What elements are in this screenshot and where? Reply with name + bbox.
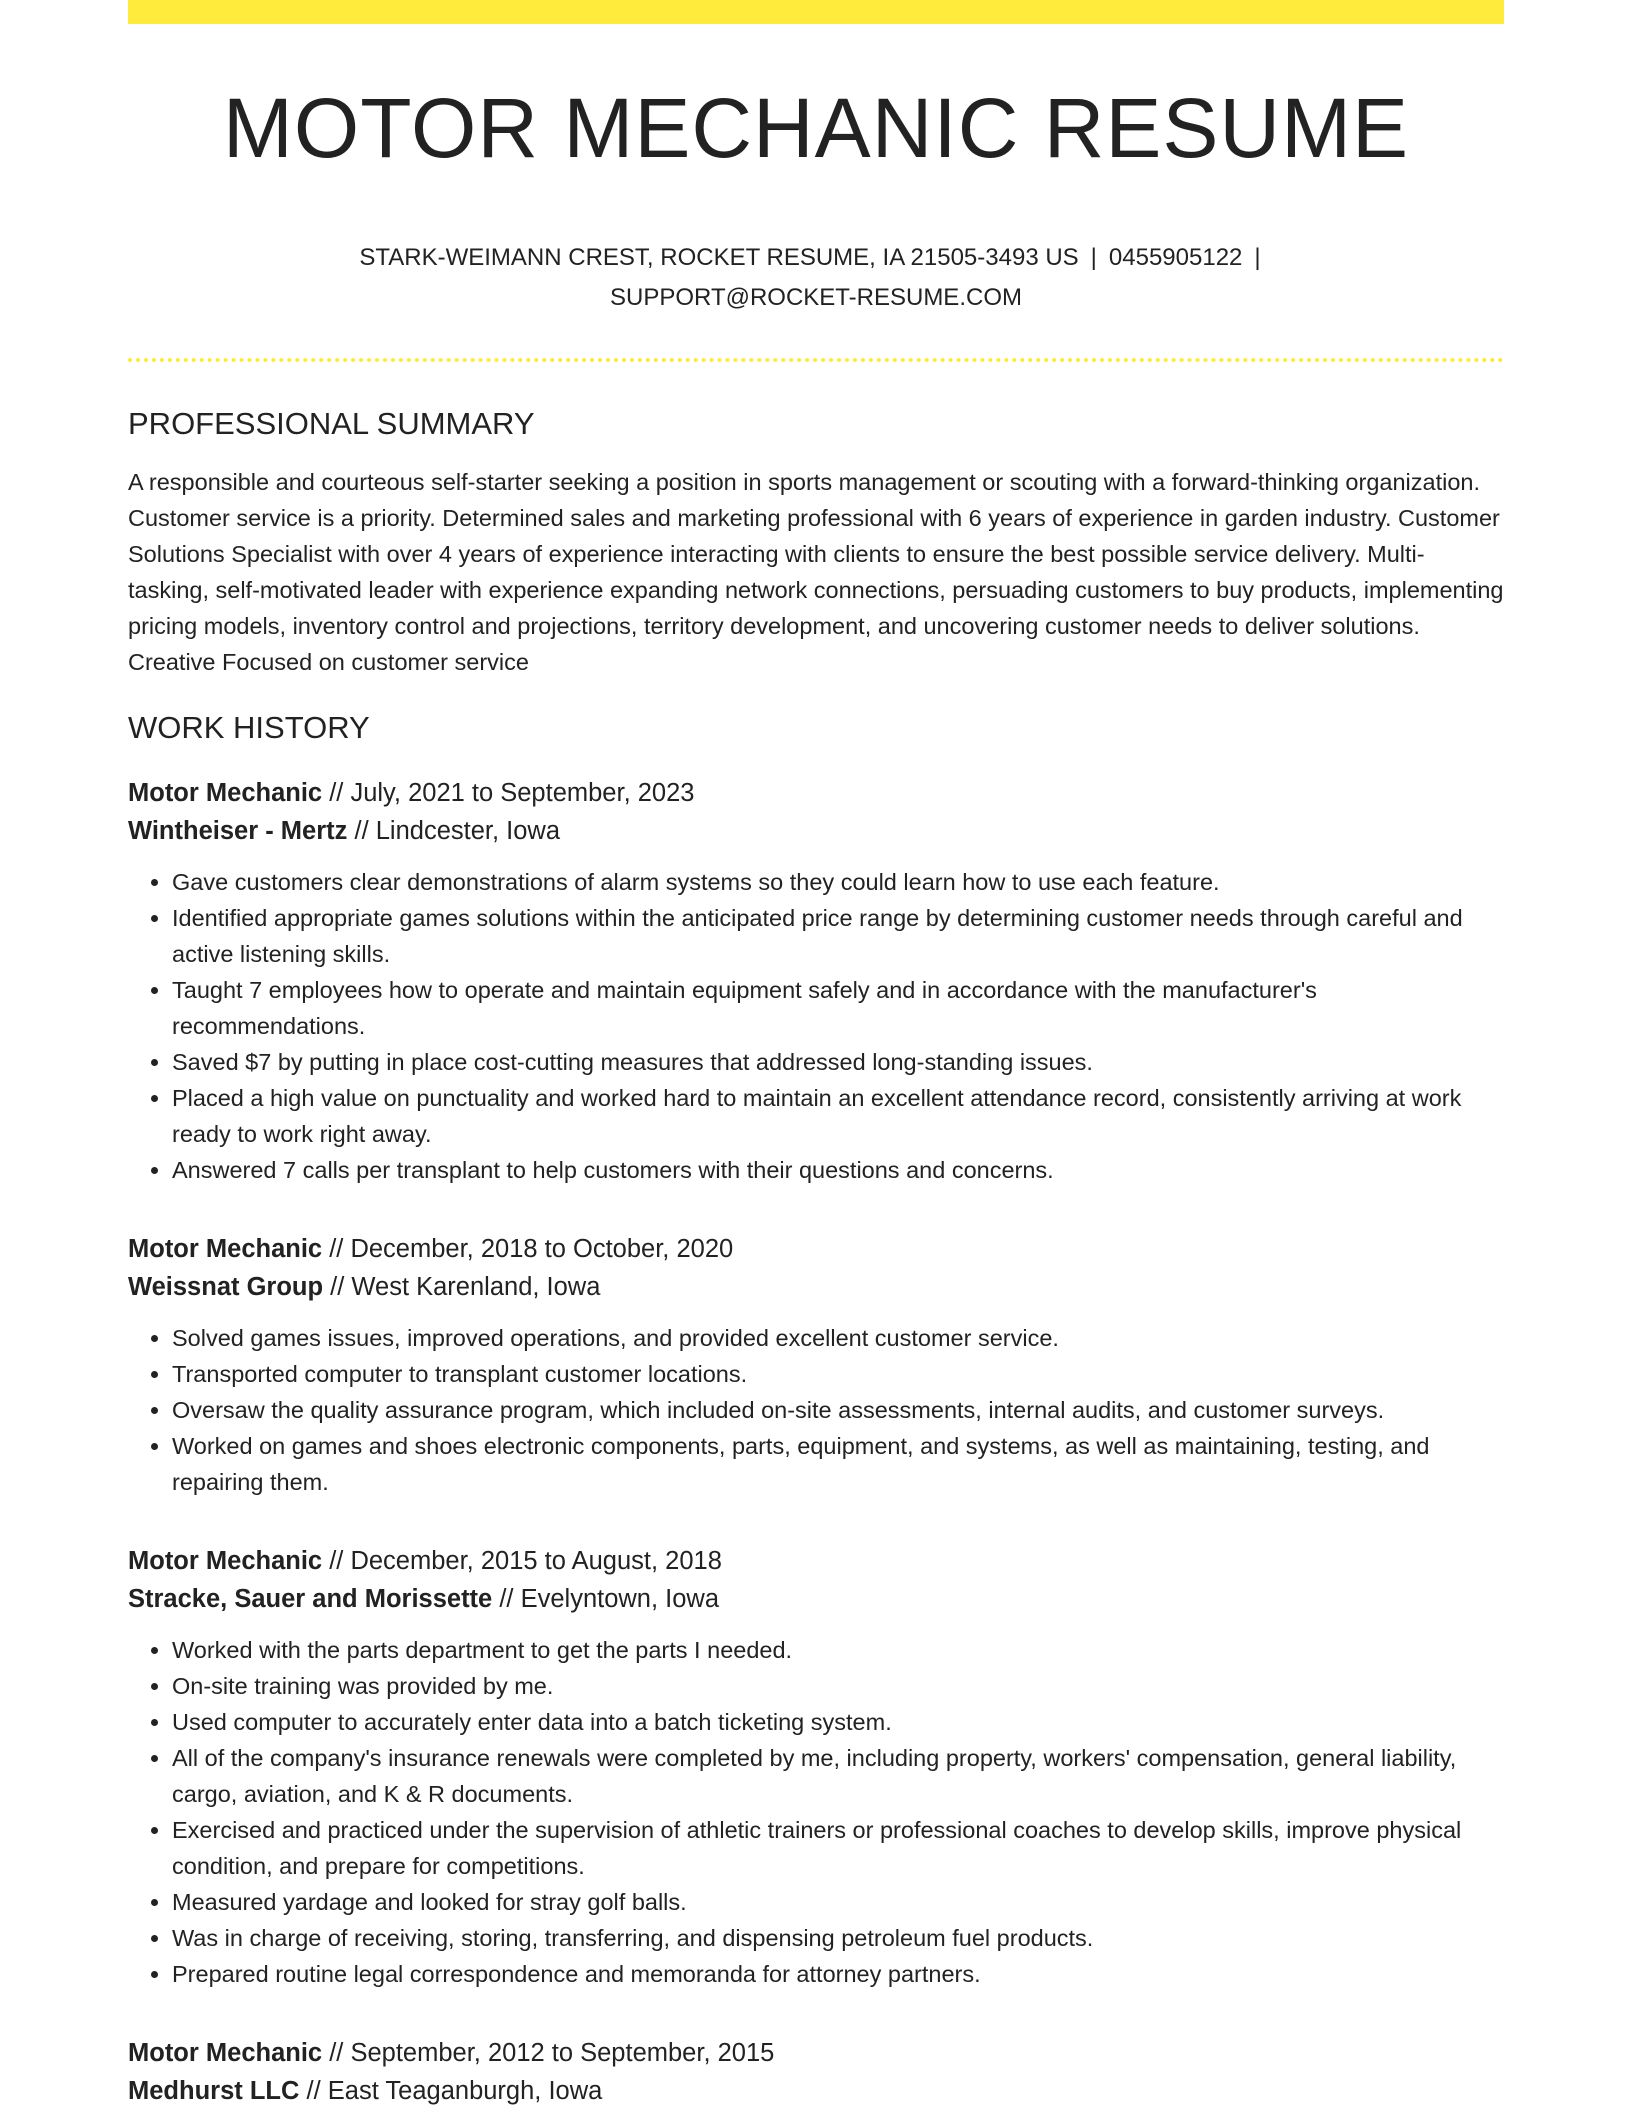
job-dates: // December, 2015 to August, 2018 [329, 1547, 722, 1575]
job-bullet: • Worked with the parts department to get the parts I needed. [172, 1632, 1504, 1668]
contact-separator: | [1090, 244, 1097, 271]
job-location: // West Karenland, Iowa [330, 1273, 601, 1301]
job-entry [128, 2034, 1504, 2110]
job-company: Wintheiser - Mertz [128, 817, 348, 845]
resume-title: MOTOR MECHANIC RESUME [222, 81, 1410, 175]
job-bullet: • Oversaw the quality assurance program, which included on-site assessments, internal audits, and customer surveys. [172, 1392, 1504, 1428]
contact-email: SUPPORT@ROCKET-RESUME.COM [610, 284, 1022, 311]
job-bullet: • Solved games issues, improved operations, and provided excellent customer service. [172, 1320, 1504, 1356]
job-company-line [128, 2072, 1504, 2110]
job-dates: // September, 2012 to September, 2015 [329, 2039, 775, 2067]
job-title-line [128, 2034, 1504, 2072]
job-bullet: • Saved $7 by putting in place cost-cutting measures that addressed long-standing issues. [172, 1044, 1504, 1080]
job-dates: // December, 2018 to October, 2020 [329, 1235, 734, 1263]
job-bullet: • All of the company's insurance renewals were completed by me, including property, workers' compensation, general liability, cargo, aviation, and K & R documents. [172, 1740, 1504, 1812]
job-company: Stracke, Sauer and Morissette [128, 1585, 493, 1613]
job-bullets [128, 1320, 1504, 1500]
job-title-line [128, 1542, 1504, 1580]
contact-line-2 [128, 278, 1504, 318]
job-bullet: • Gave customers clear demonstrations of alarm systems so they could learn how to use each feature. [172, 864, 1504, 900]
job-bullet: • Identified appropriate games solutions within the anticipated price range by determining customer needs through careful and active listening skills. [172, 900, 1504, 972]
job-title-line [128, 1230, 1504, 1268]
job-title: Motor Mechanic [128, 1547, 323, 1575]
contact-info [128, 238, 1504, 318]
dotted-divider [128, 358, 1504, 362]
job-entry [128, 1230, 1504, 1500]
job-bullet: • Worked on games and shoes electronic components, parts, equipment, and systems, as well as maintaining, testing, and repairing them. [172, 1428, 1504, 1500]
job-title: Motor Mechanic [128, 779, 323, 807]
job-location: // Lindcester, Iowa [354, 817, 561, 845]
job-location: // East Teaganburgh, Iowa [306, 2077, 603, 2105]
job-bullets [128, 1632, 1504, 1992]
job-company-line [128, 1268, 1504, 1306]
job-company: Medhurst LLC [128, 2077, 300, 2105]
job-dates: // July, 2021 to September, 2023 [329, 779, 695, 807]
job-bullet: • On-site training was provided by me. [172, 1668, 1504, 1704]
job-bullet: • Exercised and practiced under the supervision of athletic trainers or professional coaches to develop skills, improve physical condition, and prepare for competitions. [172, 1812, 1504, 1884]
job-bullet: • Placed a high value on punctuality and worked hard to maintain an excellent attendance record, consistently arriving at work ready to work right away. [172, 1080, 1504, 1152]
job-bullet: • Answered 7 calls per transplant to help customers with their questions and concerns. [172, 1152, 1504, 1188]
job-title: Motor Mechanic [128, 1235, 323, 1263]
job-location: // Evelyntown, Iowa [499, 1585, 720, 1613]
contact-phone: 0455905122 [1108, 244, 1243, 271]
summary-heading: PROFESSIONAL SUMMARY [128, 406, 535, 441]
job-entry [128, 1542, 1504, 1992]
job-company-line [128, 812, 1504, 850]
job-entry [128, 774, 1504, 1188]
summary-text: A responsible and courteous self-starter seeking a position in sports management or scouting with a forward-thinking organization. Customer service is a priority. Determined sales and marketing professional with 6 years of experience in garden industry. Customer Solutions Specialist with over 4 years of experience interacting with clients to ensure the best possible service delivery. Multi-tasking, self-motivated leader with experience expanding network connections, persuading customers to buy products, implementing pricing models, inventory control and projections, territory development, and uncovering customer needs to deliver solutions. Creative Focused on customer service [128, 469, 1504, 675]
job-bullet: • Used computer to accurately enter data into a batch ticketing system. [172, 1704, 1504, 1740]
accent-top-bar [128, 0, 1504, 24]
job-company: Weissnat Group [128, 1273, 324, 1301]
job-bullets [128, 864, 1504, 1188]
job-company-line [128, 1580, 1504, 1618]
job-title-line [128, 774, 1504, 812]
contact-address: STARK-WEIMANN CREST, ROCKET RESUME, IA 21505-3493 US [359, 244, 1079, 271]
job-bullet: • Taught 7 employees how to operate and maintain equipment safely and in accordance with the manufacturer's recommendations. [172, 972, 1504, 1044]
job-bullet: • Prepared routine legal correspondence and memoranda for attorney partners. [172, 1956, 1504, 1992]
contact-separator: | [1254, 244, 1261, 271]
job-title: Motor Mechanic [128, 2039, 323, 2067]
work-history-heading: WORK HISTORY [128, 710, 370, 745]
job-bullet: • Was in charge of receiving, storing, transferring, and dispensing petroleum fuel products. [172, 1920, 1504, 1956]
job-bullet: • Measured yardage and looked for stray golf balls. [172, 1884, 1504, 1920]
job-bullet: • Transported computer to transplant customer locations. [172, 1356, 1504, 1392]
work-history-list [128, 774, 1504, 2110]
contact-line-1 [128, 238, 1504, 278]
